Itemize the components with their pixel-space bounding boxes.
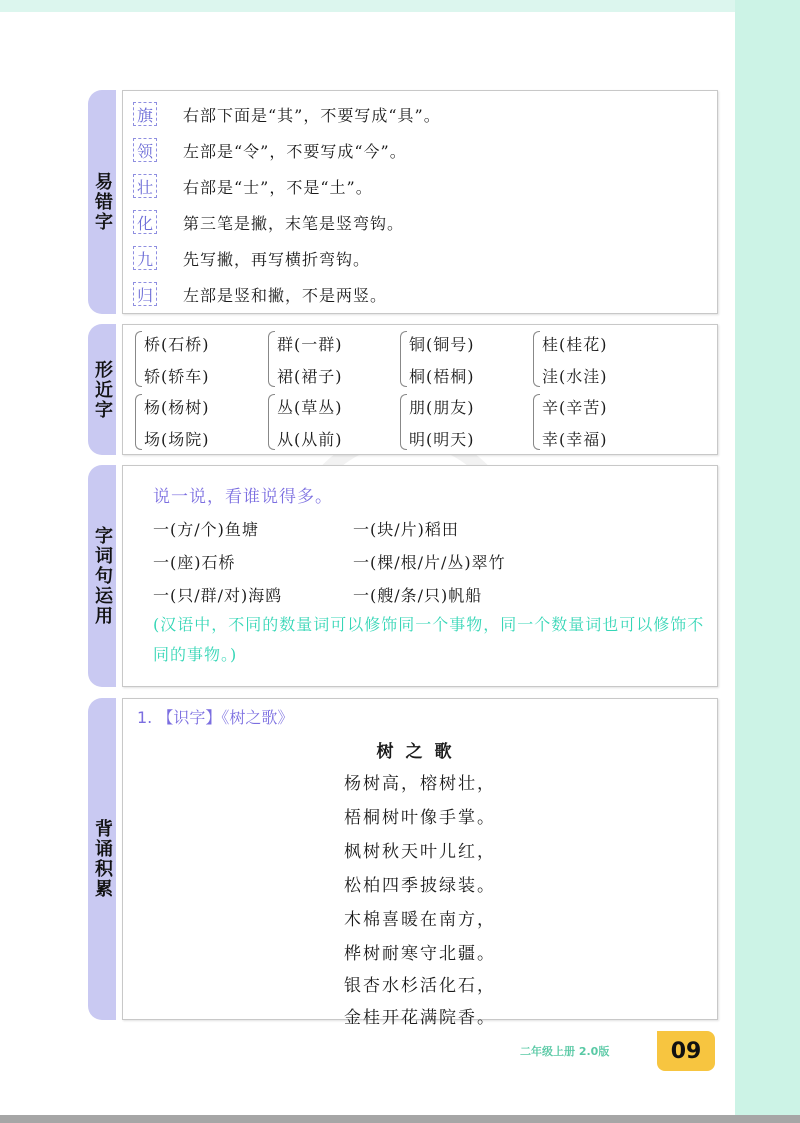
similar-word: 群(一群) (277, 335, 343, 354)
similar-word: 铜(铜号) (409, 335, 475, 354)
error-char: 领 (133, 138, 157, 162)
error-note: 先写撇，再写横折弯钩。 (183, 249, 371, 269)
section-box (122, 324, 718, 455)
section-tab (88, 465, 116, 687)
section-tab (88, 698, 116, 1020)
poem-line: 木棉喜暖在南方， (344, 910, 496, 930)
brace (268, 394, 275, 450)
error-item (133, 279, 387, 309)
section-recite (88, 698, 718, 1028)
error-item (133, 171, 373, 201)
usage-item: 一(座)石桥 (153, 553, 236, 572)
usage-item: 一(块/片)稻田 (353, 520, 459, 539)
section-usage (88, 465, 718, 687)
poem-line: 金桂开花满院香。 (344, 1008, 496, 1028)
similar-pair (400, 327, 520, 389)
poem-line: 松柏四季披绿装。 (344, 876, 496, 896)
similar-word: 场(场院) (144, 430, 210, 449)
brace (268, 331, 275, 387)
usage-prompt: 说一说，看谁说得多。 (153, 487, 333, 507)
error-note: 左部是“令”，不要写成“今”。 (183, 141, 407, 161)
section-similar (88, 324, 718, 455)
section-box (122, 698, 718, 1028)
poem-line: 银杏水杉活化石， (344, 976, 496, 996)
error-char: 壮 (133, 174, 157, 198)
brace (135, 394, 142, 450)
similar-word: 从(从前) (277, 430, 343, 449)
section-tab (88, 90, 116, 314)
similar-word: 杨(杨树) (144, 398, 210, 417)
poem-heading: 1. 【识字】《树之歌》 (137, 708, 294, 727)
poem-line: 枫树秋天叶儿红， (344, 842, 496, 862)
error-note: 第三笔是撇，末笔是竖弯钩。 (183, 213, 405, 233)
similar-word: 桐(梧桐) (409, 367, 475, 386)
similar-pair (400, 390, 520, 452)
usage-item: 一(方/个)鱼塘 (153, 520, 259, 539)
similar-word: 幸(幸福) (542, 430, 608, 449)
error-note: 右部下面是“其”，不要写成“具”。 (183, 105, 441, 125)
poem-title: 树之歌 (376, 742, 464, 762)
error-note: 左部是竖和撇，不是两竖。 (183, 285, 388, 305)
usage-item: 一(只/群/对)海鸥 (153, 586, 283, 605)
brace (135, 331, 142, 387)
similar-word: 丛(草丛) (277, 398, 343, 417)
poem-line: 梧桐树叶像手掌。 (344, 808, 496, 828)
brace (400, 331, 407, 387)
section-box (122, 465, 718, 687)
error-item (133, 243, 370, 273)
usage-note: (汉语中，不同的数量词可以修饰同一个事物，同一个数量词也可以修饰不同的事物。) (153, 615, 705, 664)
similar-word: 辛(辛苦) (542, 398, 608, 417)
right-margin-band (735, 0, 800, 1123)
brace (533, 394, 540, 450)
similar-word: 桂(桂花) (542, 335, 608, 354)
error-item (133, 135, 407, 165)
similar-word: 朋(朋友) (409, 398, 475, 417)
similar-word: 裙(裙子) (277, 367, 343, 386)
section-error-prone (88, 90, 718, 314)
usage-item: 一(棵/根/片/丛)翠竹 (353, 553, 506, 572)
section-box (122, 90, 718, 314)
section-label: 易错字 (92, 172, 113, 232)
brace (533, 331, 540, 387)
similar-word: 明(明天) (409, 430, 475, 449)
similar-word: 洼(水洼) (542, 367, 608, 386)
error-note: 右部是“士”，不是“土”。 (183, 177, 373, 197)
similar-pair (268, 327, 388, 389)
section-label: 形近字 (92, 359, 113, 420)
section-label: 字词句运用 (92, 526, 113, 626)
error-item (133, 207, 404, 237)
similar-pair (135, 390, 255, 452)
bottom-band (0, 1115, 800, 1123)
page-number: 09 (670, 1038, 702, 1064)
error-char: 归 (133, 282, 157, 306)
section-label: 背诵积累 (92, 819, 113, 899)
similar-word: 桥(石桥) (144, 335, 210, 354)
book-edition: 二年级上册 2.0版 (520, 1045, 610, 1058)
similar-pair (268, 390, 388, 452)
error-char: 化 (133, 210, 157, 234)
brace (400, 394, 407, 450)
similar-pair (533, 327, 653, 389)
error-char: 旗 (133, 102, 157, 126)
page-number-badge (657, 1031, 715, 1071)
error-item (133, 99, 441, 129)
error-char: 九 (133, 246, 157, 270)
similar-pair (533, 390, 653, 452)
poem-line: 桦树耐寒守北疆。 (344, 944, 496, 964)
similar-word: 轿(轿车) (144, 367, 210, 386)
top-band (0, 0, 800, 12)
similar-pair (135, 327, 255, 389)
section-tab (88, 324, 116, 455)
usage-item: 一(艘/条/只)帆船 (353, 586, 483, 605)
poem-line: 杨树高，榕树壮， (344, 774, 496, 794)
